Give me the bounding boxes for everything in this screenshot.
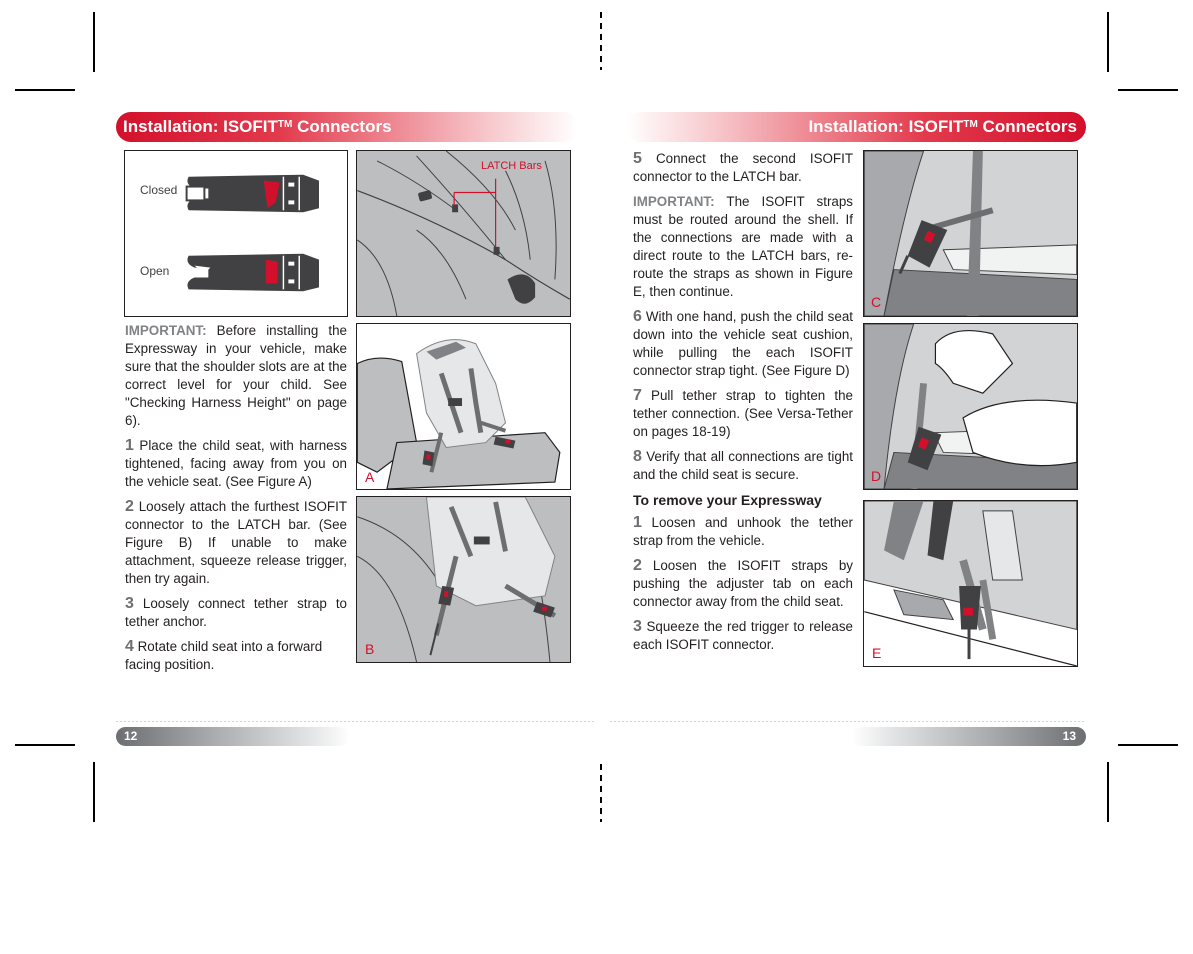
step-8: 8 Verify that all connections are tight and the child seat is secure.: [633, 448, 853, 482]
page-number-right: 13: [1062, 729, 1076, 743]
step-7: 7 Pull tether strap to tighten the tether connection. (See Versa-Tether on pages 18-19): [633, 387, 853, 439]
step-3: 3 Loosely connect tether strap to tether anchor.: [125, 595, 347, 629]
figure-c-illustration: [864, 151, 1077, 316]
figure-b-illustration: [357, 497, 570, 662]
open-label: Open: [140, 264, 170, 278]
crop-mark: [1118, 89, 1178, 91]
latch-bars-label: LATCH Bars: [481, 160, 542, 172]
figure-b: [356, 496, 571, 663]
crop-mark: [1118, 744, 1178, 746]
right-text-column: [633, 150, 853, 661]
crop-mark: [1107, 762, 1109, 822]
footer-rule: [116, 721, 594, 722]
crop-mark: [1107, 12, 1109, 72]
remove-heading: To remove your Expressway: [633, 492, 822, 508]
step-5: 5 Connect the second ISOFIT connector to the LATCH bar.: [633, 150, 853, 184]
figure-d-illustration: [864, 324, 1077, 489]
left-page-header: [116, 112, 578, 142]
crop-mark: [93, 12, 95, 72]
fold-mark: [600, 12, 602, 70]
figure-e: [863, 500, 1078, 667]
closed-label: Closed: [140, 183, 178, 197]
left-header-title: Installation: ISOFIT™ Connectors: [123, 117, 392, 136]
remove-step-3: 3 Squeeze the red trigger to release each ISOFIT connector.: [633, 618, 853, 652]
left-text-column: [125, 322, 347, 681]
figure-a: [356, 323, 571, 490]
figure-c: [863, 150, 1078, 317]
crop-mark: [93, 762, 95, 822]
figure-d: [863, 323, 1078, 490]
remove-step-2: 2 Loosen the ISOFIT straps by pushing the adjuster tab on each connector away from the child seat.: [633, 557, 853, 609]
step-4: 4 Rotate child seat into a forward facing position.: [125, 638, 323, 672]
crop-mark: [15, 89, 75, 91]
right-page-footer: [852, 727, 1086, 746]
right-page-header: [626, 112, 1086, 142]
footer-rule: [610, 721, 1086, 722]
figure-a-illustration: [357, 324, 570, 489]
figure-e-illustration: [864, 501, 1077, 666]
step-2: 2 Loosely attach the furthest ISOFIT connector to the LATCH bar. (See Figure B) If unable to make attachment, squeeze release trigger, then try again.: [125, 498, 347, 586]
latch-bars-figure: [356, 150, 571, 317]
figure-b-letter: B: [365, 641, 375, 657]
figure-d-letter: D: [871, 468, 882, 484]
fold-mark: [600, 764, 602, 822]
page-number-left: 12: [124, 729, 138, 743]
right-important-paragraph: IMPORTANT: The ISOFIT straps must be routed around the shell. If the connections are made with a direct route to the LATCH bars, re-route the straps as shown in Figure E, then continue.: [633, 194, 853, 299]
connector-figure: [124, 150, 348, 317]
remove-step-1: 1 Loosen and unhook the tether strap from the vehicle.: [633, 514, 853, 548]
figure-c-letter: C: [871, 294, 882, 310]
right-header-title: Installation: ISOFIT™ Connectors: [808, 117, 1077, 136]
connector-illustration: [125, 151, 347, 316]
crop-mark: [15, 744, 75, 746]
figure-e-letter: E: [872, 645, 882, 661]
step-6: 6 With one hand, push the child seat down into the vehicle seat cushion, while pulling the each ISOFIT connector strap tight. (See Figure D): [633, 308, 853, 378]
step-1: 1 Place the child seat, with harness tightened, facing away from you on the vehicle seat. (See Figure A): [125, 437, 347, 489]
left-page-footer: [116, 727, 350, 746]
latch-bars-illustration: [357, 151, 570, 316]
figure-a-letter: A: [365, 469, 375, 485]
left-important-paragraph: IMPORTANT: Before installing the Expressway in your vehicle, make sure that the shoulder slots are at the correct level for your child. See "Checking Harness Height" on page 6).: [125, 323, 347, 428]
